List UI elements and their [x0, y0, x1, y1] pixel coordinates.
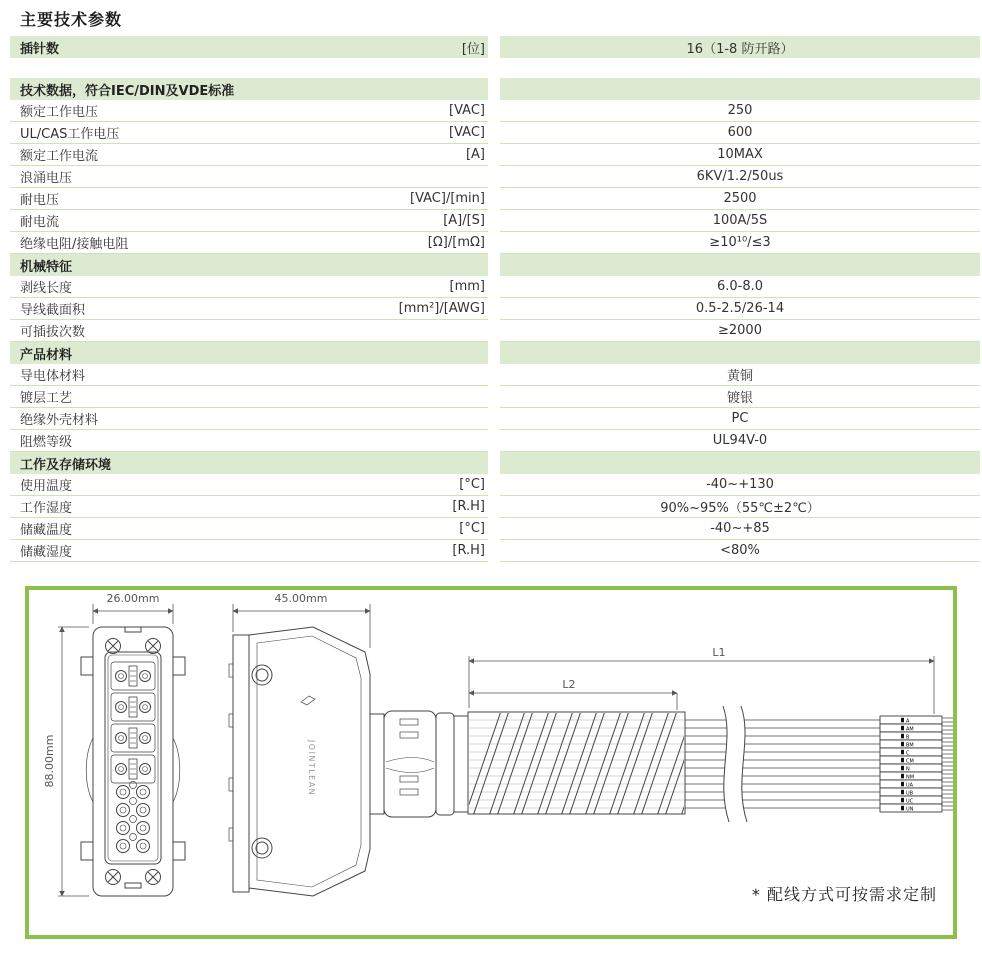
spec-value-cell: ≥2000 — [500, 320, 980, 342]
spec-row — [10, 408, 980, 430]
spec-label: 储藏湿度 — [20, 545, 73, 560]
section-header-row — [10, 254, 980, 276]
spec-value-cell — [500, 254, 980, 276]
spec-label: 额定工作电流 — [20, 149, 99, 164]
spec-row — [10, 496, 980, 518]
spec-row — [10, 36, 980, 58]
wire-terminal-stub — [942, 798, 953, 802]
spec-unit: [VAC] — [449, 125, 485, 140]
spec-label: 储藏温度 — [20, 523, 73, 538]
wire-color-mark — [901, 782, 904, 787]
spec-label: 产品材料 — [20, 347, 73, 363]
spec-left-cell — [10, 496, 488, 518]
spec-unit: [mm] — [449, 279, 485, 294]
spec-value-cell: 0.5-2.5/26-14 — [500, 298, 980, 320]
technical-drawing-frame — [25, 586, 957, 939]
spec-value-cell: 6.0-8.0 — [500, 276, 980, 298]
spec-left-cell — [10, 122, 488, 144]
section-header-row — [10, 452, 980, 474]
spec-label: 额定工作电压 — [20, 105, 99, 120]
spec-unit: [VAC]/[min] — [410, 191, 485, 206]
spec-row — [10, 430, 980, 452]
spec-left-cell — [10, 100, 488, 122]
spec-row — [10, 144, 980, 166]
spec-label: 导电体材料 — [20, 369, 86, 384]
spec-unit: [mm²]/[AWG] — [398, 301, 485, 316]
spec-value-cell: 黄铜 — [500, 364, 980, 386]
spec-row — [10, 232, 980, 254]
brand-label: JOINTLEAN — [307, 739, 316, 797]
wire-terminal-stub — [942, 742, 953, 746]
spec-unit: [A] — [465, 147, 485, 162]
wire-label: B — [906, 734, 910, 741]
spec-left-cell — [10, 364, 488, 386]
wire-color-mark — [901, 766, 904, 771]
spec-label: 绝缘电阻/接触电阻 — [20, 237, 129, 252]
wire-label: UC — [906, 798, 914, 805]
spec-value-cell: 90%~95%（55℃±2℃） — [500, 496, 980, 518]
wire-label: UB — [906, 790, 914, 797]
spec-label: 剥线长度 — [20, 281, 73, 296]
wire-terminal-stub — [942, 782, 953, 786]
brand-logo-icon — [301, 696, 315, 705]
spec-value-cell: PC — [500, 408, 980, 430]
spec-left-cell — [10, 232, 488, 254]
wire-label: A — [906, 718, 910, 725]
spec-label: 可插拔次数 — [20, 325, 86, 340]
spec-label: 使用温度 — [20, 479, 73, 494]
wire-color-mark — [901, 758, 904, 763]
spec-value-cell: 镀银 — [500, 386, 980, 408]
wire-label: BM — [906, 742, 914, 749]
wire-label-box — [880, 716, 942, 724]
wire-label: CM — [906, 758, 914, 765]
spec-left-cell — [10, 166, 488, 188]
cable-break-icon — [723, 706, 747, 822]
spec-label: 导线截面积 — [20, 303, 86, 318]
spacer-row — [10, 58, 980, 78]
spec-left-cell — [10, 188, 488, 210]
spec-left-cell — [10, 210, 488, 232]
wire-color-mark — [901, 726, 904, 731]
wire-terminal-stub — [942, 726, 953, 730]
wire-color-mark — [901, 774, 904, 779]
spec-label: UL/CAS工作电压 — [20, 127, 120, 142]
spec-unit: [A]/[S] — [443, 213, 485, 228]
spec-label: 绝缘外壳材料 — [20, 413, 99, 428]
spec-left-cell — [10, 518, 488, 540]
spec-value-cell: 250 — [500, 100, 980, 122]
spec-unit: [°C] — [459, 521, 485, 536]
spec-left-cell — [10, 452, 488, 474]
customization-note: * 配线方式可按需求定制 — [751, 885, 937, 904]
wire-label: AM — [906, 726, 914, 733]
spec-row — [10, 320, 980, 342]
spec-value-cell: -40~+130 — [500, 474, 980, 496]
wire-color-mark — [901, 806, 904, 811]
wire-label: NM — [906, 774, 915, 781]
spec-unit: [R.H] — [452, 543, 485, 558]
wire-color-mark — [901, 734, 904, 739]
spec-value-cell: 100A/5S — [500, 210, 980, 232]
spec-left-cell — [10, 342, 488, 364]
spec-value-cell: -40~+85 — [500, 518, 980, 540]
spec-unit: [VAC] — [449, 103, 485, 118]
wire-color-mark — [901, 750, 904, 755]
screw-icon — [106, 639, 161, 885]
spec-left-cell — [10, 320, 488, 342]
wire-terminal-stub — [942, 758, 953, 762]
spec-label: 机械特征 — [20, 259, 73, 275]
spec-row — [10, 518, 980, 540]
spec-table — [10, 36, 980, 562]
spec-label: 工作及存储环境 — [20, 457, 112, 473]
spec-label: 镀层工艺 — [20, 391, 73, 406]
wire-terminal-stub — [942, 806, 953, 810]
wire-terminal-stub — [942, 734, 953, 738]
dim-front-height-label: 88.00mm — [43, 734, 56, 788]
wire-terminal-stub — [942, 790, 953, 794]
spec-value-cell: 2500 — [500, 188, 980, 210]
spec-left-cell — [10, 78, 488, 100]
spec-value-cell — [500, 78, 980, 100]
wire-label: UN — [906, 806, 914, 813]
spec-row — [10, 386, 980, 408]
spec-row — [10, 364, 980, 386]
dim-l1-label: L1 — [712, 646, 726, 659]
spec-label: 浪涌电压 — [20, 171, 73, 186]
spec-value-cell: <80% — [500, 540, 980, 562]
wire-terminal-stub — [942, 718, 953, 722]
spec-label: 耐电流 — [20, 215, 60, 230]
section-header-row — [10, 342, 980, 364]
spec-left-cell — [10, 386, 488, 408]
spec-row — [10, 298, 980, 320]
spec-row — [10, 276, 980, 298]
spec-value-cell: 10MAX — [500, 144, 980, 166]
spec-row — [10, 166, 980, 188]
connector-side-view — [229, 627, 370, 896]
spec-value-cell — [500, 342, 980, 364]
wire-color-mark — [901, 798, 904, 803]
spec-left-cell — [10, 298, 488, 320]
wire-label: UA — [906, 782, 914, 789]
spec-row — [10, 474, 980, 496]
spec-left-cell — [10, 276, 488, 298]
spec-unit: [位] — [461, 41, 485, 57]
spec-row — [10, 122, 980, 144]
wire-label-box — [880, 764, 942, 772]
connector-front-view — [81, 627, 185, 896]
spec-label: 插针数 — [20, 41, 60, 57]
spec-unit: [°C] — [459, 477, 485, 492]
page-title: 主要技术参数 — [20, 10, 123, 29]
cable-gland — [370, 711, 468, 817]
spec-row — [10, 188, 980, 210]
wire-color-mark — [901, 718, 904, 723]
spec-left-cell — [10, 408, 488, 430]
spec-row — [10, 100, 980, 122]
spec-label: 技术数据，符合IEC/DIN及VDE标准 — [20, 83, 235, 99]
spec-row — [10, 210, 980, 232]
dim-front-width-label: 26.00mm — [106, 592, 160, 605]
technical-drawing — [29, 590, 953, 935]
wire-label: C — [906, 750, 910, 757]
section-header-row — [10, 78, 980, 100]
spec-row — [10, 540, 980, 562]
dim-side-width-label: 45.00mm — [274, 592, 328, 605]
spec-value-cell: 600 — [500, 122, 980, 144]
wire-terminal-stub — [942, 750, 953, 754]
power-terminals — [117, 782, 150, 853]
wire-terminal-stub — [942, 774, 953, 778]
spec-left-cell — [10, 36, 488, 58]
wire-terminal-stub — [942, 766, 953, 770]
spec-left-cell — [10, 540, 488, 562]
spec-unit: [Ω]/[mΩ] — [427, 235, 485, 250]
spec-value-cell: 6KV/1.2/50us — [500, 166, 980, 188]
wire-color-mark — [901, 790, 904, 795]
spec-label: 耐电压 — [20, 193, 60, 208]
wire-label-box — [880, 748, 942, 756]
spec-label: 阻燃等级 — [20, 435, 73, 450]
fuse-modules — [111, 662, 155, 783]
wire-label-box — [880, 732, 942, 740]
spec-value-cell: ≥10¹⁰/≤3 — [500, 232, 980, 254]
spec-left-cell — [10, 474, 488, 496]
spec-left-cell — [10, 144, 488, 166]
wire-color-mark — [901, 742, 904, 747]
wire-label: N — [906, 766, 910, 773]
spec-left-cell — [10, 254, 488, 276]
spec-value-cell: 16（1-8 防开路） — [500, 36, 980, 58]
spec-unit: [R.H] — [452, 499, 485, 514]
spec-label: 工作湿度 — [20, 501, 73, 516]
spec-left-cell — [10, 430, 488, 452]
spec-value-cell — [500, 452, 980, 474]
spec-value-cell: UL94V-0 — [500, 430, 980, 452]
dim-l2-label: L2 — [562, 678, 576, 691]
